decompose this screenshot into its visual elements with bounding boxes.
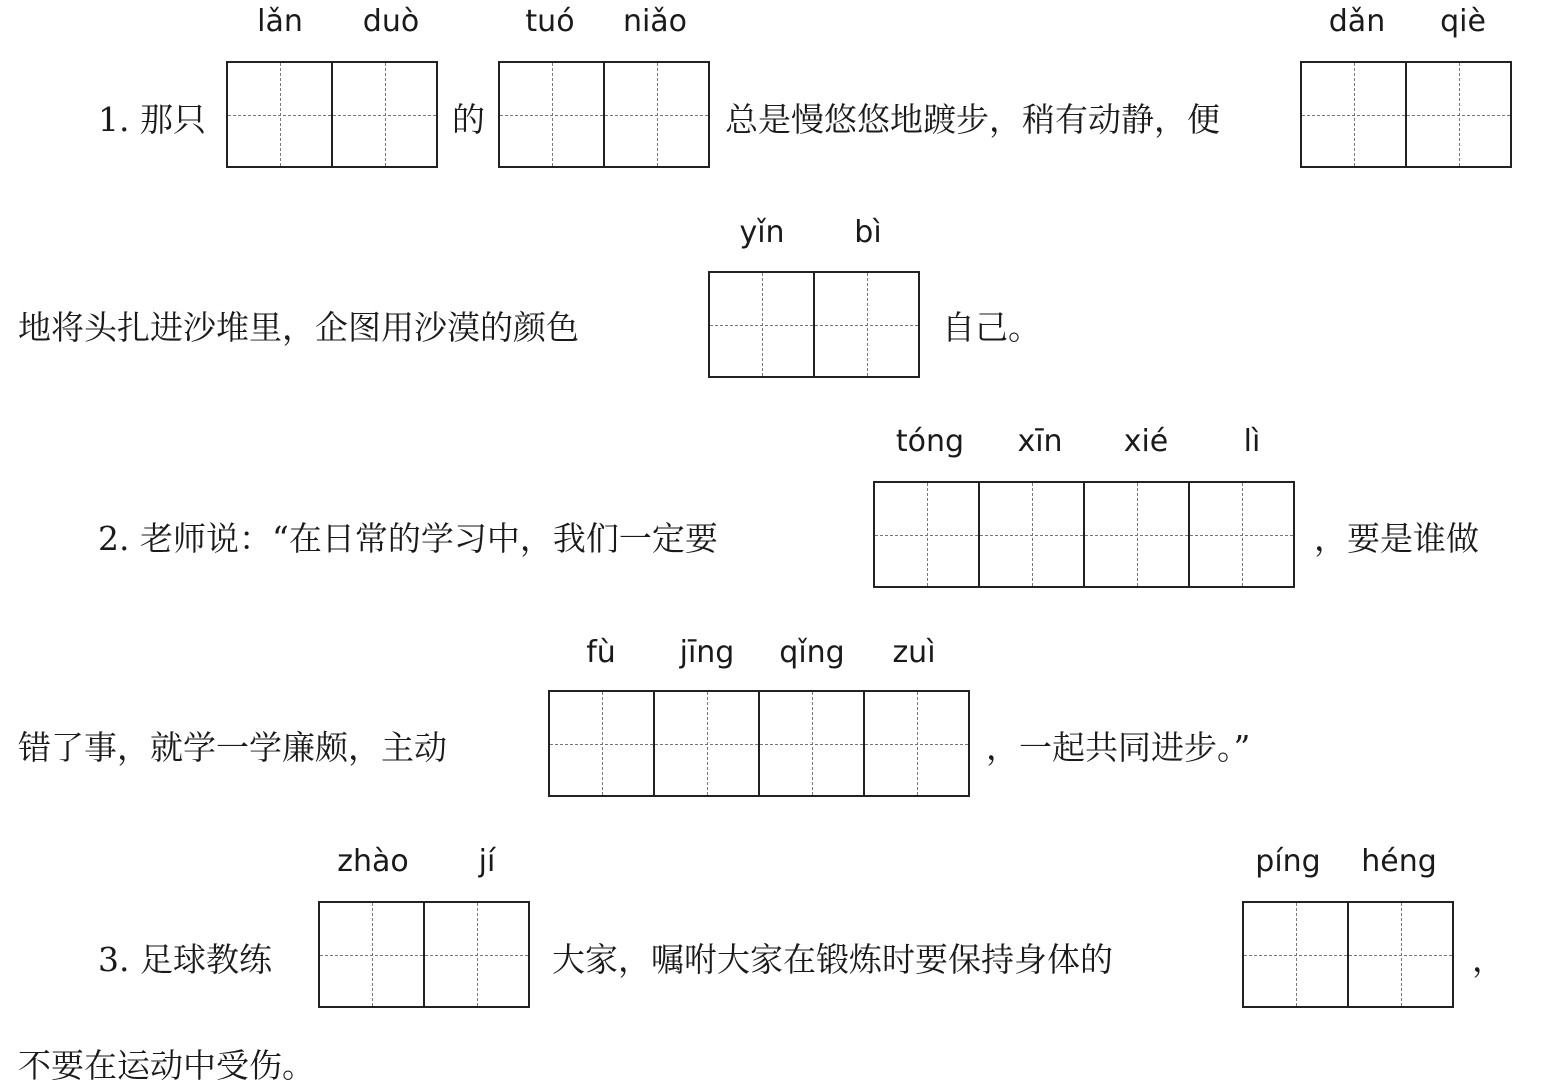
tian-zi-ge-cell[interactable] [758, 690, 865, 797]
tian-zi-ge-cell[interactable] [708, 271, 815, 378]
tian-zi-ge-cell[interactable] [548, 690, 655, 797]
pinyin-label: héng [1361, 844, 1437, 879]
tian-zi-ge-cell[interactable] [1405, 61, 1512, 168]
tian-zi-ge-cell[interactable] [1300, 61, 1407, 168]
pinyin-label: fù [586, 635, 616, 670]
pinyin-label: xīn [1017, 424, 1063, 459]
sentence-text: ，一起共同进步。” [986, 728, 1251, 767]
pinyin-label: tuó [525, 4, 575, 39]
tian-zi-ge-cell[interactable] [653, 690, 760, 797]
answer-grid-q1-blank3[interactable] [1300, 61, 1512, 168]
answer-grid-q3-blank2[interactable] [1242, 901, 1454, 1008]
question-number: 1. [98, 100, 130, 139]
sentence-text: ，要是谁做 [1314, 519, 1479, 558]
sentence-text: 地将头扎进沙堆里，企图用沙漠的颜色 [18, 308, 579, 347]
answer-grid-q1-blank1[interactable] [226, 61, 438, 168]
tian-zi-ge-cell[interactable] [1083, 481, 1190, 588]
sentence-text: 自己。 [942, 308, 1041, 347]
tian-zi-ge-cell[interactable] [603, 61, 710, 168]
tian-zi-ge-cell[interactable] [423, 901, 530, 1008]
pinyin-label: tóng [895, 424, 965, 459]
tian-zi-ge-cell[interactable] [1242, 901, 1349, 1008]
tian-zi-ge-cell[interactable] [863, 690, 970, 797]
tian-zi-ge-cell[interactable] [331, 61, 438, 168]
sentence-text: 错了事，就学一学廉颇，主动 [18, 728, 447, 767]
sentence-text: 总是慢悠悠地踱步，稍有动静，便 [725, 100, 1220, 139]
tian-zi-ge-cell[interactable] [226, 61, 333, 168]
pinyin-label: yǐn [739, 215, 785, 250]
sentence-text: 大家，嘱咐大家在锻炼时要保持身体的 [552, 940, 1113, 979]
pinyin-label: bì [854, 215, 882, 250]
tian-zi-ge-cell[interactable] [1347, 901, 1454, 1008]
answer-grid-q1-blank4[interactable] [708, 271, 920, 378]
tian-zi-ge-cell[interactable] [873, 481, 980, 588]
pinyin-label: lì [1243, 424, 1261, 459]
pinyin-label: jīng [679, 635, 735, 670]
question-number: 2. [98, 519, 130, 558]
sentence-text: 那只 [140, 100, 206, 139]
question-number: 3. [98, 940, 130, 979]
pinyin-label: jí [478, 844, 496, 879]
pinyin-label: lǎn [257, 4, 303, 39]
tian-zi-ge-cell[interactable] [813, 271, 920, 378]
tian-zi-ge-cell[interactable] [1188, 481, 1295, 588]
answer-grid-q1-blank2[interactable] [498, 61, 710, 168]
sentence-text: 不要在运动中受伤。 [18, 1046, 315, 1085]
pinyin-label: xié [1123, 424, 1169, 459]
answer-grid-q2-blank1[interactable] [873, 481, 1295, 588]
sentence-text: 的 [452, 100, 485, 139]
pinyin-label: dǎn [1328, 4, 1386, 39]
pinyin-label: qǐng [779, 635, 845, 670]
pinyin-label: píng [1255, 844, 1321, 879]
sentence-text: 老师说：“在日常的学习中，我们一定要 [140, 519, 718, 558]
answer-grid-q2-blank2[interactable] [548, 690, 970, 797]
pinyin-label: duò [362, 4, 420, 39]
pinyin-label: qiè [1440, 4, 1486, 39]
sentence-text: ， [1472, 940, 1505, 979]
pinyin-label: zuì [892, 635, 936, 670]
answer-grid-q3-blank1[interactable] [318, 901, 530, 1008]
tian-zi-ge-cell[interactable] [498, 61, 605, 168]
sentence-text: 足球教练 [140, 940, 272, 979]
pinyin-label: niǎo [622, 4, 688, 39]
tian-zi-ge-cell[interactable] [978, 481, 1085, 588]
pinyin-label: zhào [337, 844, 409, 879]
tian-zi-ge-cell[interactable] [318, 901, 425, 1008]
